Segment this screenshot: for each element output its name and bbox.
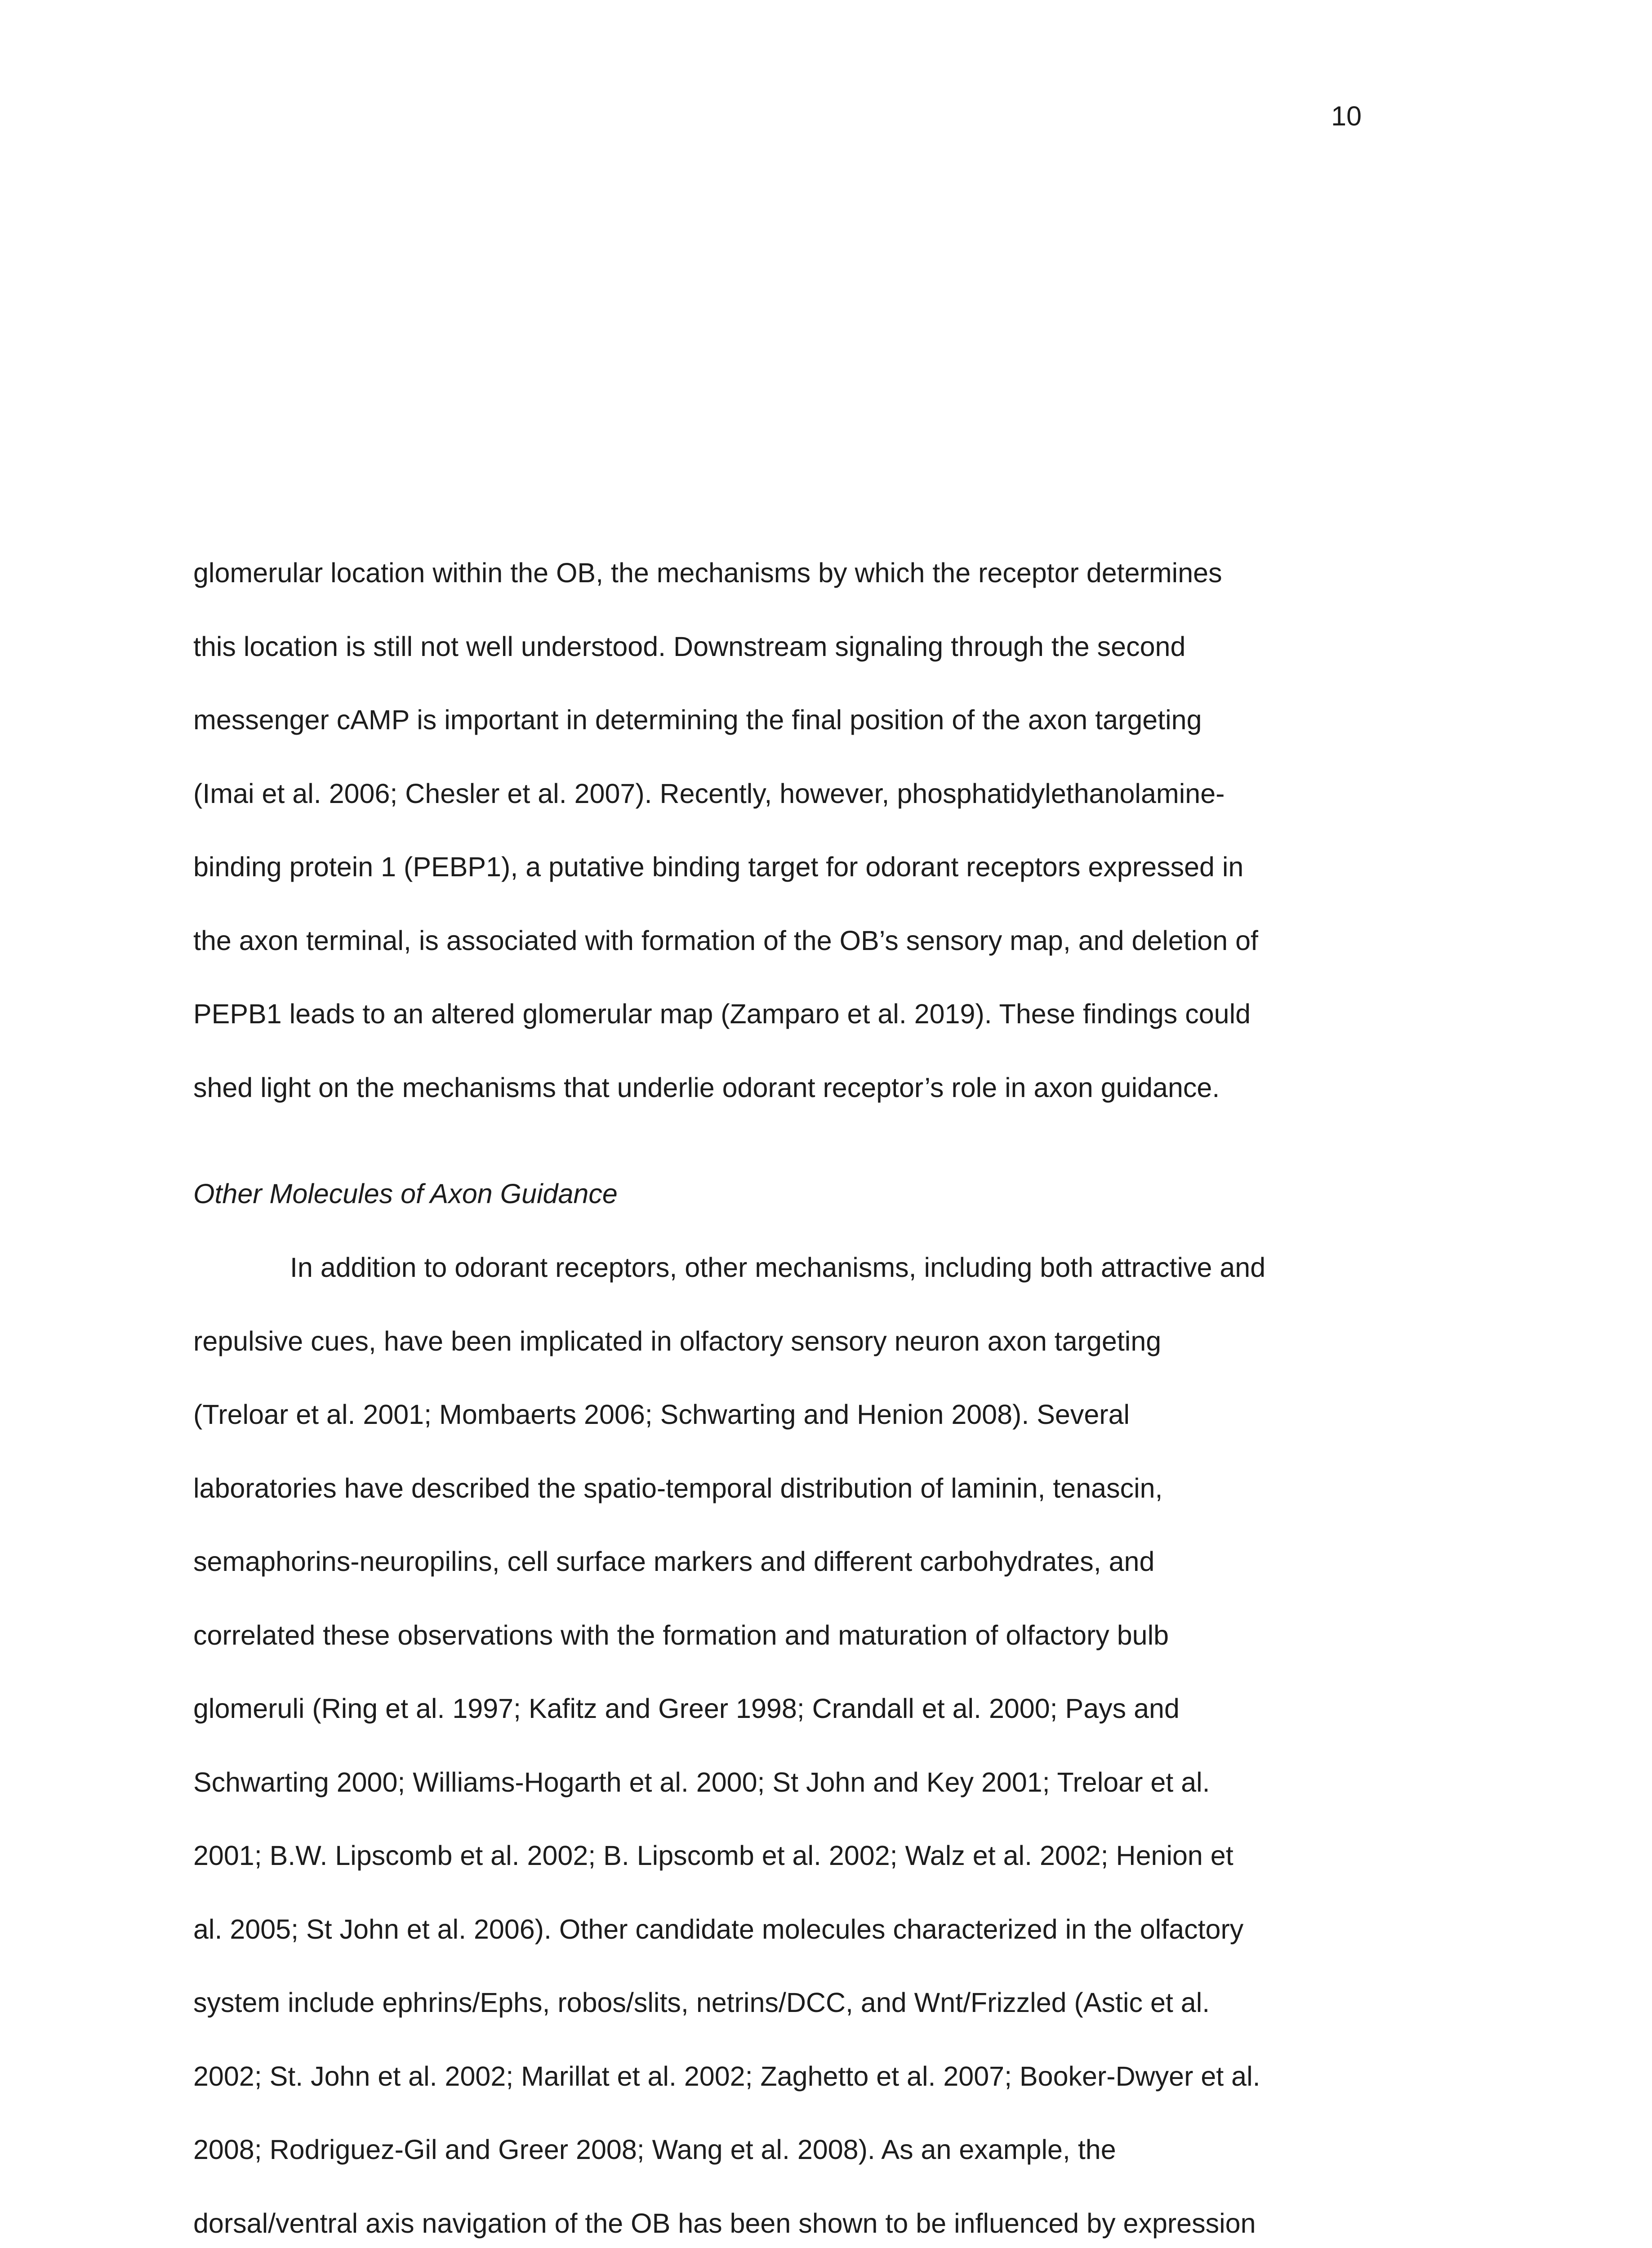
paragraph-line: correlated these observations with the formation and maturation of olfactory bulb <box>193 1619 1169 1650</box>
paragraph-line: shed light on the mechanisms that underlie odorant receptor’s role in axon guidance. <box>193 1072 1220 1103</box>
paragraph-line: semaphorins-neuropilins, cell surface markers and different carbohydrates, and <box>193 1546 1155 1577</box>
paragraph-line: repulsive cues, have been implicated in olfactory sensory neuron axon targeting <box>193 1325 1162 1356</box>
paragraph-line: system include ephrins/Ephs, robos/slits, netrins/DCC, and Wnt/Frizzled (Astic et al. <box>193 1987 1210 2018</box>
paragraph-line: laboratories have described the spatio-temporal distribution of laminin, tenascin, <box>193 1472 1163 1503</box>
paragraph-line: glomeruli (Ring et al. 1997; Kafitz and Greer 1998; Crandall et al. 2000; Pays and <box>193 1693 1180 1724</box>
paragraph-line: this location is still not well understood. Downstream signaling through the second <box>193 631 1186 662</box>
paragraph-1 <box>193 536 1459 1124</box>
paragraph-line: messenger cAMP is important in determining the final position of the axon targeting <box>193 705 1202 735</box>
paragraph-line: 2002; St. John et al. 2002; Marillat et al. 2002; Zaghetto et al. 2007; Booker-Dwyer et al. <box>193 2061 1260 2092</box>
paragraph-line: (Treloar et al. 2001; Mombaerts 2006; Schwarting and Henion 2008). Several <box>193 1399 1130 1430</box>
paragraph-line: In addition to odorant receptors, other mechanisms, including both attractive and <box>290 1252 1266 1283</box>
section-heading: Other Molecules of Axon Guidance <box>193 1178 618 1209</box>
paragraph-line: glomerular location within the OB, the mechanisms by which the receptor determines <box>193 558 1222 588</box>
paragraph-line: 2008; Rodriguez-Gil and Greer 2008; Wang et al. 2008). As an example, the <box>193 2134 1116 2165</box>
paragraph-line: the axon terminal, is associated with formation of the OB’s sensory map, and deletion of <box>193 925 1258 956</box>
paragraph-line: binding protein 1 (PEBP1), a putative binding target for odorant receptors expressed in <box>193 852 1244 882</box>
paragraph-line: Schwarting 2000; Williams-Hogarth et al. 2000; St John and Key 2001; Treloar et al. <box>193 1766 1210 1798</box>
paragraph-2 <box>193 1231 1459 2248</box>
paragraph-line: 2001; B.W. Lipscomb et al. 2002; B. Lipscomb et al. 2002; Walz et al. 2002; Henion et <box>193 1840 1233 1871</box>
page-number: 10 <box>1331 101 1362 131</box>
paragraph-line: dorsal/ventral axis navigation of the OB has been shown to be influenced by expression <box>193 2208 1256 2239</box>
paragraph-line: PEPB1 leads to an altered glomerular map (Zamparo et al. 2019). These findings could <box>193 999 1251 1029</box>
paragraph-line: al. 2005; St John et al. 2006). Other candidate molecules characterized in the olfactory <box>193 1913 1244 1945</box>
paragraph-line: (Imai et al. 2006; Chesler et al. 2007). Recently, however, phosphatidylethanolamine- <box>193 778 1225 809</box>
